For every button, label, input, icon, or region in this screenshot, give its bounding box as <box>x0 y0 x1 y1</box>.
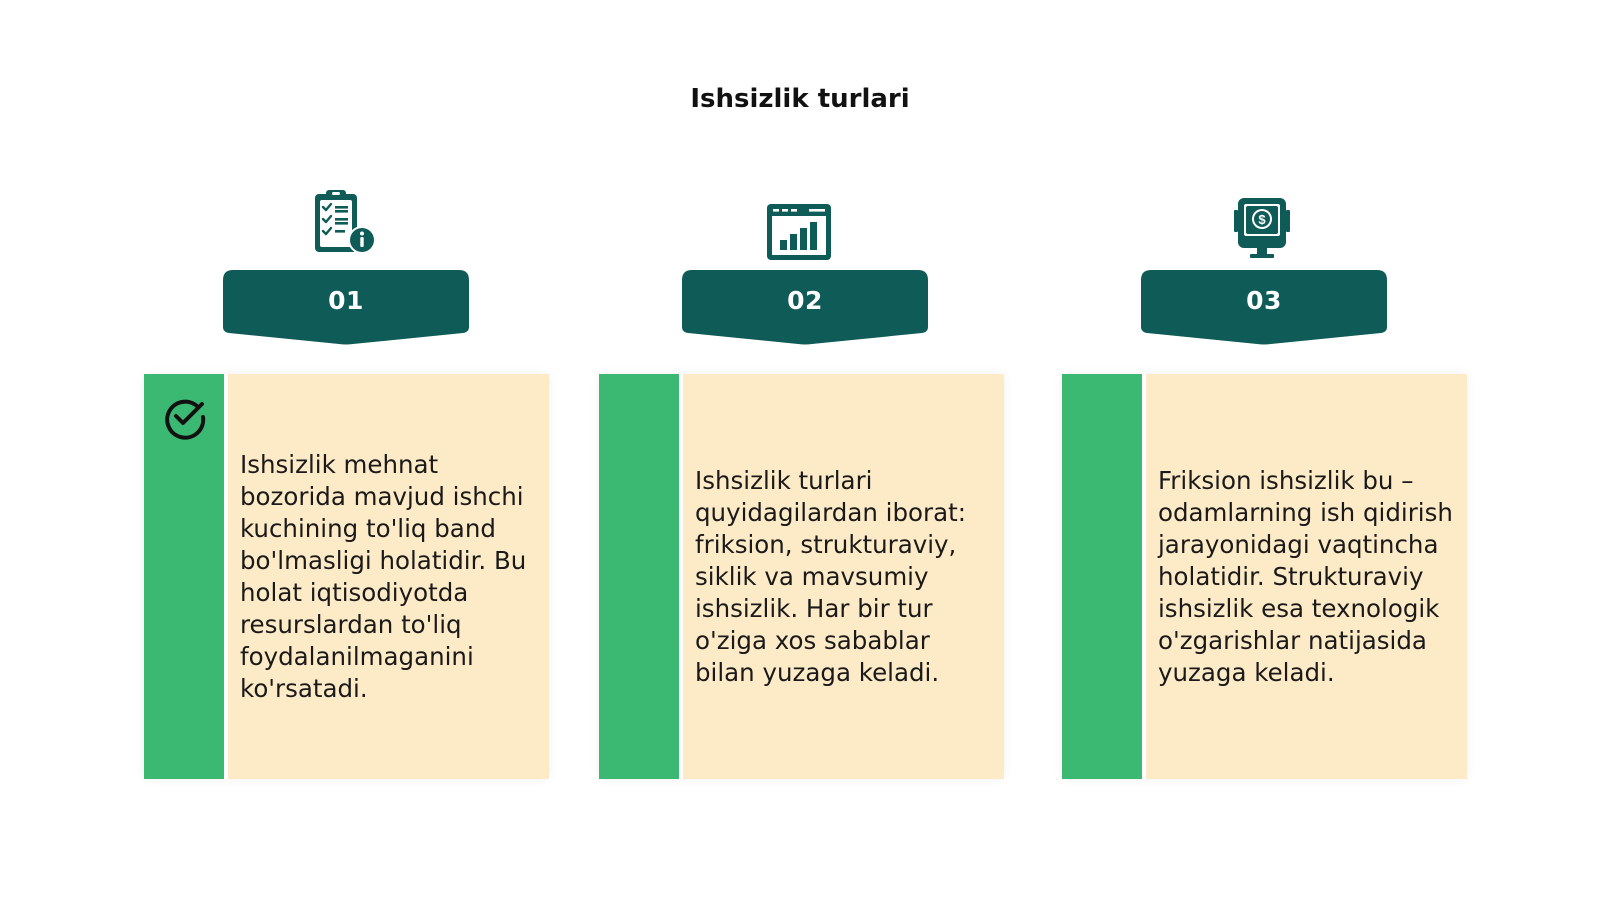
browser-bar-chart-icon <box>764 196 834 266</box>
card-body <box>1146 374 1467 779</box>
step-number: 01 <box>328 286 364 315</box>
step-badge-03 <box>1141 270 1387 346</box>
card-body <box>683 374 1004 779</box>
step-badge-02 <box>682 270 928 346</box>
money-monitor-icon <box>1228 192 1298 262</box>
card-body <box>228 374 549 779</box>
card-01 <box>144 374 549 779</box>
card-stripe <box>599 374 679 779</box>
card-description: Ishsizlik mehnat bozorida mavjud ishchi kuchining to'liq band bo'lmasligi holatidir. Bu holat iqtisodiyotda resurslardan to'liq foydalanilmaganini ko'rsatadi. <box>240 449 527 703</box>
card-description: Friksion ishsizlik bu – odamlarning ish qidirish jarayonidagi vaqtincha holatidir. Strukturaviy ishsizlik esa texnologik o'zgarishlar natijasida yuzaga keladi. <box>1158 465 1453 687</box>
card-stripe <box>1062 374 1142 779</box>
check-circle-icon <box>162 394 208 440</box>
card-02 <box>599 374 1004 779</box>
svg-text:$: $ <box>1258 212 1266 227</box>
card-stripe <box>144 374 224 779</box>
step-number: 02 <box>787 286 823 315</box>
clipboard-checklist-info-icon <box>310 188 380 258</box>
step-badge-01 <box>223 270 469 346</box>
page-title: Ishsizlik turlari <box>690 84 910 114</box>
card-03 <box>1062 374 1467 779</box>
step-number: 03 <box>1246 286 1282 315</box>
card-description: Ishsizlik turlari quyidagilardan iborat: friksion, strukturaviy, siklik va mavsumiy ishsizlik. Har bir tur o'ziga xos sabablar bilan yuzaga keladi. <box>695 465 966 687</box>
